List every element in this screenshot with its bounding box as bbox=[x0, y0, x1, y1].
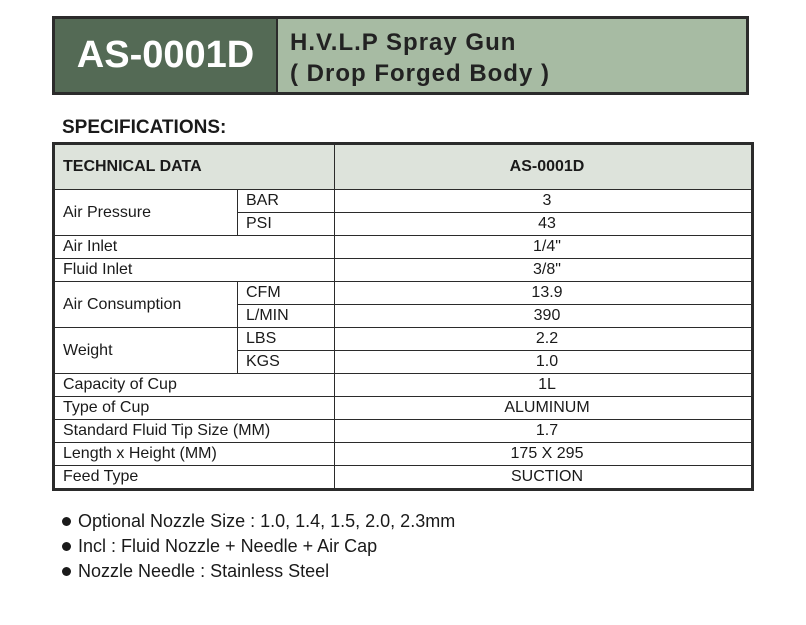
table-row bbox=[54, 282, 753, 305]
row-value: 1L bbox=[335, 374, 753, 397]
row-value: 1.0 bbox=[335, 351, 753, 374]
row-value: 43 bbox=[335, 213, 753, 236]
row-label: Length x Height (MM) bbox=[54, 443, 335, 466]
row-unit: KGS bbox=[238, 351, 335, 374]
row-value: 13.9 bbox=[335, 282, 753, 305]
model-box bbox=[55, 19, 278, 92]
row-value: 1/4" bbox=[335, 236, 753, 259]
note-text: Nozzle Needle : Stainless Steel bbox=[78, 561, 330, 581]
header-technical-data: TECHNICAL DATA bbox=[54, 144, 335, 190]
row-label: Air Consumption bbox=[54, 282, 238, 328]
product-title-line1: H.V.L.P Spray Gun bbox=[290, 29, 517, 56]
row-value: 3/8" bbox=[335, 259, 753, 282]
row-label: Capacity of Cup bbox=[54, 374, 335, 397]
table-row bbox=[54, 466, 753, 490]
row-label: Fluid Inlet bbox=[54, 259, 335, 282]
row-value: ALUMINUM bbox=[335, 397, 753, 420]
table-row bbox=[54, 328, 753, 351]
note-text: Optional Nozzle Size : 1.0, 1.4, 1.5, 2.0, 2.3mm bbox=[78, 511, 456, 531]
product-header bbox=[52, 16, 749, 95]
specifications-table bbox=[52, 142, 754, 491]
row-unit: BAR bbox=[238, 190, 335, 213]
row-label: Air Inlet bbox=[54, 236, 335, 259]
feature-notes bbox=[62, 509, 455, 584]
bullet-icon bbox=[62, 517, 71, 526]
table-header-row bbox=[54, 144, 753, 190]
list-item bbox=[62, 509, 455, 534]
table-row bbox=[54, 259, 753, 282]
product-title-line2: ( Drop Forged Body ) bbox=[290, 60, 550, 87]
row-value: 175 X 295 bbox=[335, 443, 753, 466]
bullet-icon bbox=[62, 567, 71, 576]
table-row bbox=[54, 374, 753, 397]
row-unit: LBS bbox=[238, 328, 335, 351]
row-value: 390 bbox=[335, 305, 753, 328]
model-number: AS-0001D bbox=[76, 34, 255, 76]
list-item bbox=[62, 559, 455, 584]
row-value: SUCTION bbox=[335, 466, 753, 490]
row-unit: CFM bbox=[238, 282, 335, 305]
specifications-heading: SPECIFICATIONS: bbox=[62, 117, 227, 138]
list-item bbox=[62, 534, 455, 559]
row-label: Weight bbox=[54, 328, 238, 374]
header-model: AS-0001D bbox=[335, 144, 753, 190]
note-text: Incl : Fluid Nozzle + Needle + Air Cap bbox=[78, 536, 378, 556]
row-label: Type of Cup bbox=[54, 397, 335, 420]
bullet-icon bbox=[62, 542, 71, 551]
row-label: Air Pressure bbox=[54, 190, 238, 236]
product-title bbox=[290, 27, 550, 89]
row-label: Standard Fluid Tip Size (MM) bbox=[54, 420, 335, 443]
table-row bbox=[54, 443, 753, 466]
row-label: Feed Type bbox=[54, 466, 335, 490]
row-value: 3 bbox=[335, 190, 753, 213]
table-row bbox=[54, 190, 753, 213]
table-row bbox=[54, 420, 753, 443]
table-row bbox=[54, 236, 753, 259]
row-unit: PSI bbox=[238, 213, 335, 236]
row-value: 1.7 bbox=[335, 420, 753, 443]
row-unit: L/MIN bbox=[238, 305, 335, 328]
table-row bbox=[54, 397, 753, 420]
row-value: 2.2 bbox=[335, 328, 753, 351]
